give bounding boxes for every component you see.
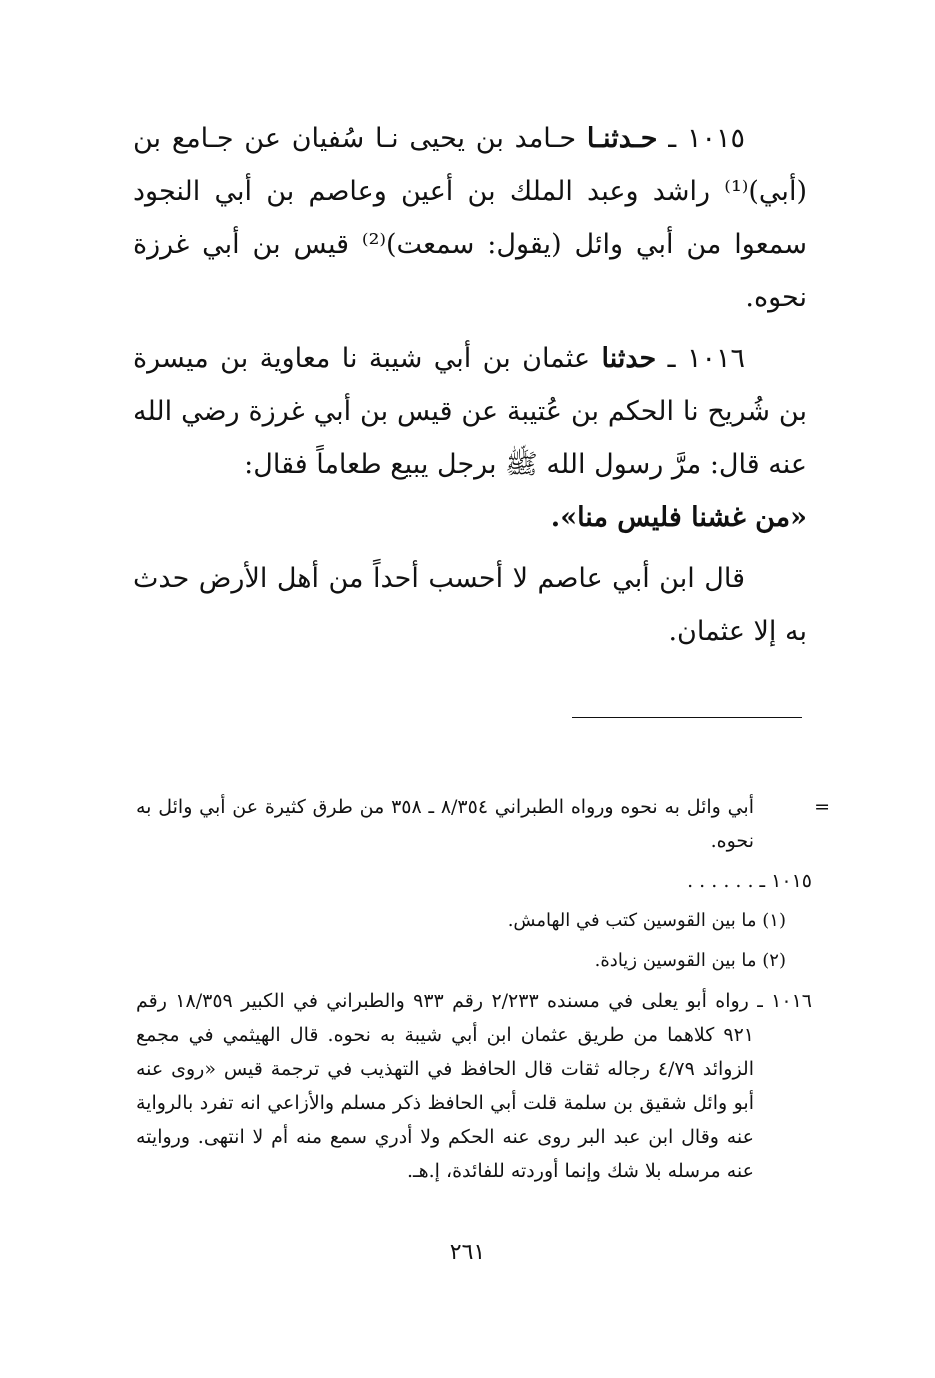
hadith-number: ١٠١٥ ـ [668,123,745,154]
comment-text: قال ابن أبي عاصم لا أحسب أحداً من أهل الأرض حدث به إلا عثمان. [133,563,807,647]
footnote-1015-1: (١) ما بين القوسين كتب في الهامش. [507,910,786,931]
footnote-continuation [136,790,830,858]
continuation-text: أبي وائل به نحوه ورواه الطبراني ٨/٣٥٤ ـ ٣٥٨ من طرق كثيرة عن أبي وائل به نحوه. [136,796,754,852]
hadith-1016 [133,332,807,544]
hadith-lead: حـدثنـا [586,123,658,154]
page-number: ٢٦١ [449,1240,486,1265]
hadith-quote: «من غشنا فليس منا». [550,502,807,533]
footnotes [136,790,830,1194]
hadith-text: حـامد بن يحيى نـا سُفيان عن جـامع بن (أبي)⁽¹⁾ راشد وعبد الملك بن أعين وعاصم بن أبي النجود سمعوا من أبي وائل (يقول: سمعت)⁽²⁾ قيس بن أبي غرزة نحوه. [133,123,808,313]
footnote-1015-label: ١٠١٥ ـ . . . . . . [687,870,812,892]
footnote-1015-2: (٢) ما بين القوسين زيادة. [594,950,786,971]
continuation-mark: = [814,796,830,818]
author-comment [133,552,807,658]
main-text [133,112,807,666]
footnote-separator [572,717,802,718]
hadith-number: ١٠١٦ ـ [667,343,746,374]
hadith-lead: حدثنا [601,343,657,374]
hadith-text: عثمان بن أبي شيبة نا معاوية بن ميسرة بن شُريح نا الحكم بن عُتيبة عن قيس بن أبي غرزة رضي الله عنه قال: مرَّ رسول الله ﷺ برجل يبيع طعاماً فقال: [133,343,807,480]
footnote-1016: ١٠١٦ ـ رواه أبو يعلى في مسنده ٢/٢٣٣ رقم ٩٣٣ والطبراني في الكبير ١٨/٣٥٩ رقم ٩٢١ كلاهما من طريق عثمان ابن أبي شيبة به نحوه. قال الهيثمي في مجمع الزوائد ٤/٧٩ رجاله ثقات قال الحافظ في التهذيب في ترجمة قيس «روى عنه أبو وائل شقيق بن سلمة قلت أبي الحافظ ذكر مسلم والأزاعي انه تفرد بالرواية عنه وقال ابن عبد البر روى عنه الحكم ولا أدري سمع منه أم لا انتهى. وروايته عنه مرسله بلا شك وإنما أوردته للفائدة، إ.هـ. [136,990,812,1182]
hadith-1015 [133,112,807,324]
